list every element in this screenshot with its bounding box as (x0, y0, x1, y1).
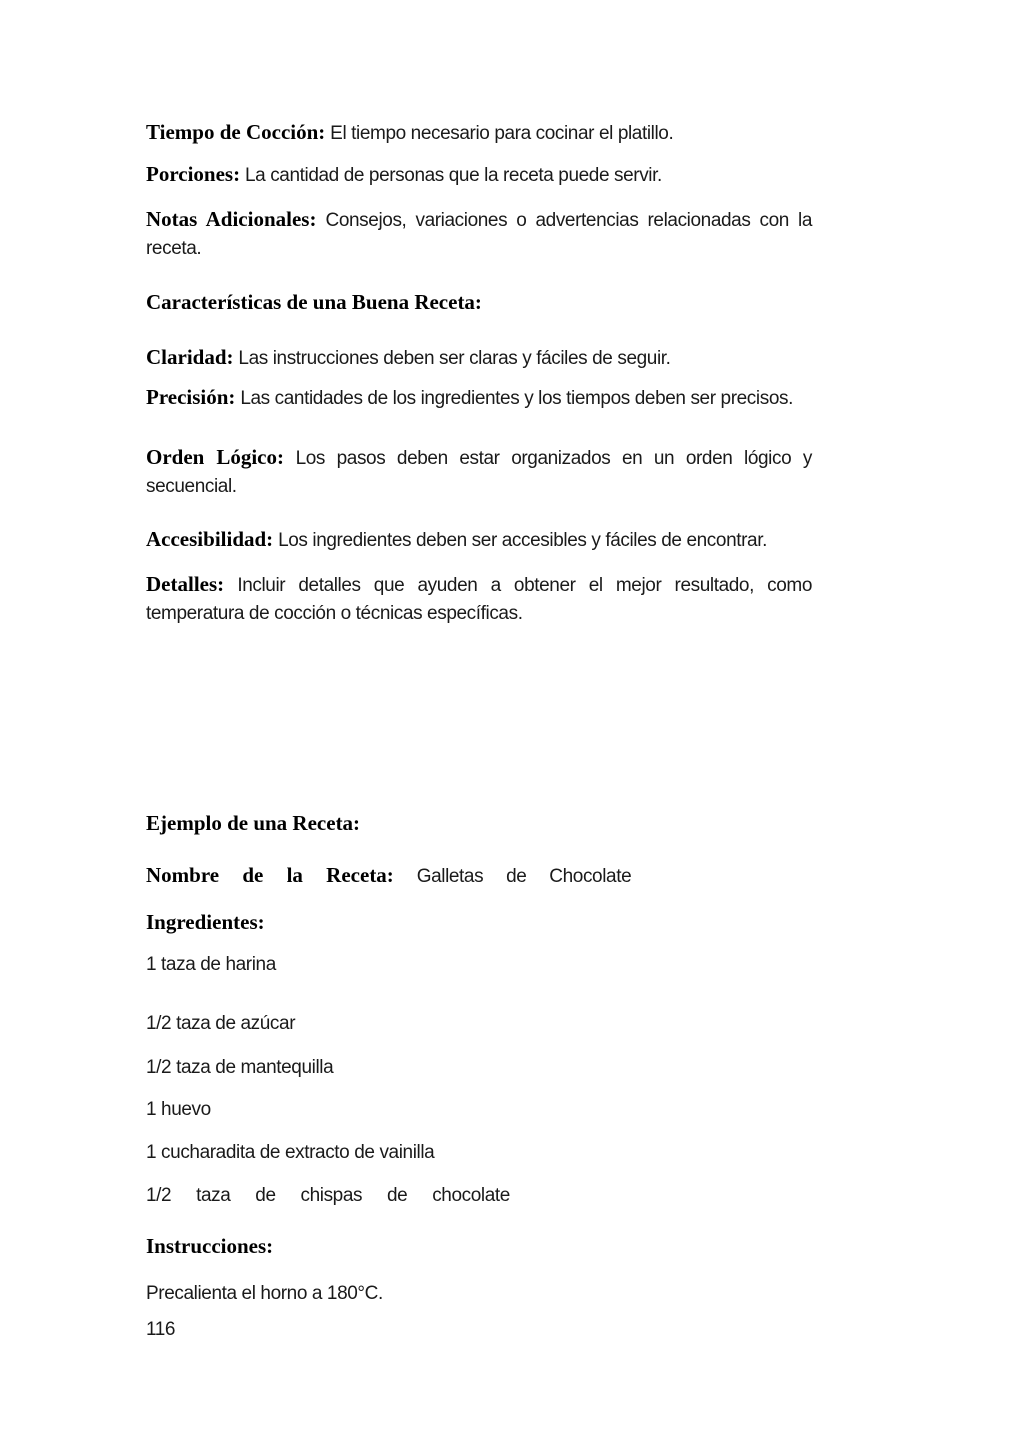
ingredient-item: 1/2 taza de azúcar (146, 1013, 296, 1034)
definition-precision (146, 382, 812, 414)
definition-porciones (146, 159, 812, 191)
page-number: 116 (146, 1319, 176, 1340)
section-heading-ejemplo: Ejemplo de una Receta: (146, 811, 361, 835)
term-label: Notas Adicionales: (146, 207, 317, 231)
definition-accesibilidad (146, 524, 812, 556)
ingredient-item: 1 huevo (146, 1099, 211, 1120)
term-definition: La cantidad de personas que la receta puede servir. (244, 165, 662, 186)
term-definition: Los pasos deben estar organizados en un orden lógico y (295, 448, 812, 469)
ingredient-item: 1/2 taza de mantequilla (146, 1057, 334, 1078)
definition-orden-logico-line2: secuencial. (146, 476, 237, 497)
term-label: Orden Lógico: (146, 445, 284, 469)
definition-tiempo-coccion (146, 117, 812, 149)
definition-orden-logico-line1 (146, 442, 812, 474)
definition-claridad (146, 342, 812, 374)
term-definition: Consejos, variaciones o advertencias relacionadas con la (325, 210, 812, 231)
term-label: Detalles: (146, 572, 225, 596)
term-label: Porciones: (146, 162, 241, 186)
term-label: Precisión: (146, 385, 236, 409)
definition-notas-adicionales-line1 (146, 204, 812, 236)
term-label: Claridad: (146, 345, 234, 369)
term-definition: Incluir detalles que ayuden a obtener el mejor resultado, como (237, 575, 812, 596)
section-heading-instrucciones: Instrucciones: (146, 1234, 274, 1258)
definition-detalles-line2: temperatura de cocción o técnicas específicas. (146, 603, 523, 624)
recipe-name-value: Galletas de Chocolate (416, 866, 632, 887)
section-heading-ingredientes: Ingredientes: (146, 910, 265, 934)
term-definition: Los ingredientes deben ser accesibles y fáciles de encontrar. (278, 530, 767, 551)
ingredient-item: 1/2 taza de chispas de chocolate (146, 1185, 510, 1206)
definition-detalles-line1 (146, 569, 812, 601)
definition-notas-adicionales-line2: receta. (146, 238, 202, 259)
term-definition: Las cantidades de los ingredientes y los tiempos deben ser precisos. (240, 388, 793, 409)
term-definition: El tiempo necesario para cocinar el platillo. (330, 123, 674, 144)
recipe-name-line (146, 860, 812, 892)
section-heading-caracteristicas: Características de una Buena Receta: (146, 290, 482, 314)
term-label: Tiempo de Cocción: (146, 120, 326, 144)
term-label: Nombre de la Receta: (146, 863, 394, 887)
instruction-step: Precalienta el horno a 180°C. (146, 1283, 383, 1304)
ingredient-item: 1 cucharadita de extracto de vainilla (146, 1142, 435, 1163)
ingredient-item: 1 taza de harina (146, 954, 276, 975)
term-label: Accesibilidad: (146, 527, 274, 551)
term-definition: Las instrucciones deben ser claras y fáciles de seguir. (238, 348, 671, 369)
